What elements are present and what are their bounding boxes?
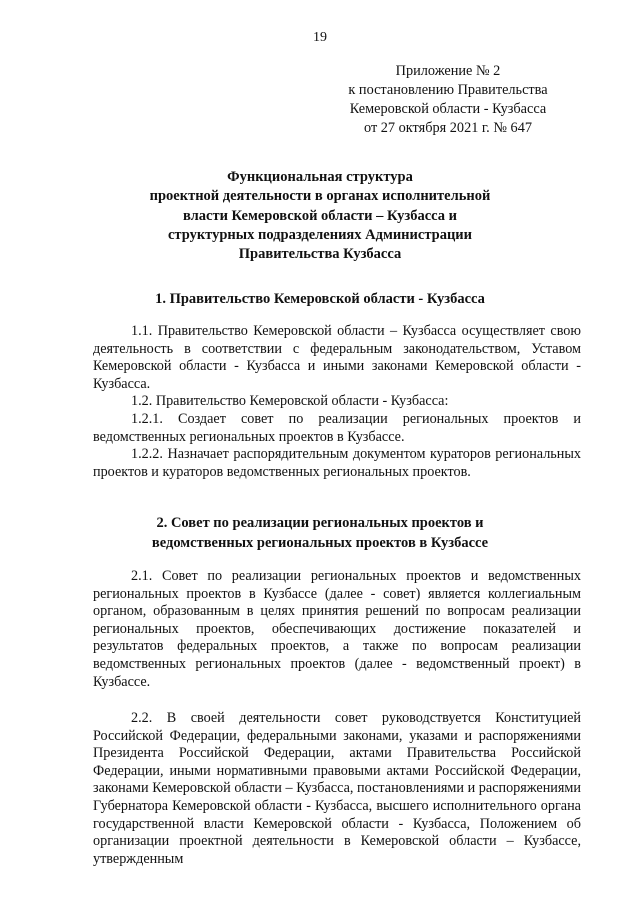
title-line: Функциональная структура: [227, 169, 413, 185]
appendix-header: [318, 62, 578, 138]
paragraph-2-2: 2.2. В своей деятельности совет руководствуется Конституцией Российской Федерации, федеральными законами, указами и распоряжениями Президента Российской Федерации, актами Правительства Российской Федерации, иными нормативными правовыми актами Российской Федерации, законами Кемеровской области – Кузбасса, постановлениями и распоряжениями Губернатора Кемеровской области - Кузбасса, высшего исполнительного органа государственной власти Кемеровской области - Кузбасса, Положением об организации проектной деятельности в Кемеровской области – Кузбассе, утвержденным: [93, 710, 581, 867]
paragraph-1-2-2: 1.2.2. Назначает распорядительным документом кураторов региональных проектов и кураторов ведомственных региональных проектов.: [93, 446, 581, 480]
section-2-body-p2: [93, 710, 581, 868]
section-2-title-line: 2. Совет по реализации региональных проектов и: [156, 515, 484, 531]
appendix-line: к постановлению Правительства: [348, 82, 548, 98]
title-line: структурных подразделениях Администрации: [167, 226, 473, 243]
document-title: [92, 168, 548, 264]
section-1-body: [93, 323, 581, 481]
section-1-title-text: 1. Правительство Кемеровской области - Кузбасса: [155, 291, 485, 307]
appendix-line: от 27 октября 2021 г. № 647: [364, 120, 532, 136]
paragraph-1-2-1: 1.2.1. Создает совет по реализации региональных проектов и ведомственных региональных проектов в Кузбассе.: [93, 410, 581, 445]
appendix-line: Кемеровской области - Кузбасса: [349, 101, 547, 117]
section-2-title: [92, 514, 548, 553]
section-2-title-line: ведомственных региональных проектов в Кузбассе: [151, 534, 489, 551]
title-line: Правительства Кузбасса: [238, 246, 402, 263]
paragraph-1-2: 1.2. Правительство Кемеровской области - Кузбасса:: [131, 393, 449, 410]
section-1-title: [92, 290, 548, 310]
title-line: власти Кемеровской области – Кузбасса и: [182, 207, 457, 224]
paragraph-2-1: 2.1. Совет по реализации региональных проектов и ведомственных региональных проектов в Кузбассе (далее - совет) является коллегиальным органом, образованным в целях принятия решений по вопросам реализации региональных проектов, обеспечивающих достижение показателей и результатов федеральных проектов, а также по вопросам реализации ведомственных региональных проектов (далее - ведомственный проект) в Кузбассе.: [93, 568, 581, 690]
paragraph-1-1: 1.1. Правительство Кемеровской области – Кузбасса осуществляет свою деятельность в соответствии с федеральным законодательством, Уставом Кемеровской области - Кузбасса и иными законами Кемеровской области - Кузбасса.: [93, 323, 581, 392]
title-line: проектной деятельности в органах исполнительной: [149, 188, 491, 205]
page-number: 19: [313, 30, 327, 45]
appendix-line: Приложение № 2: [395, 63, 501, 79]
section-2-body-p1: [93, 568, 581, 691]
